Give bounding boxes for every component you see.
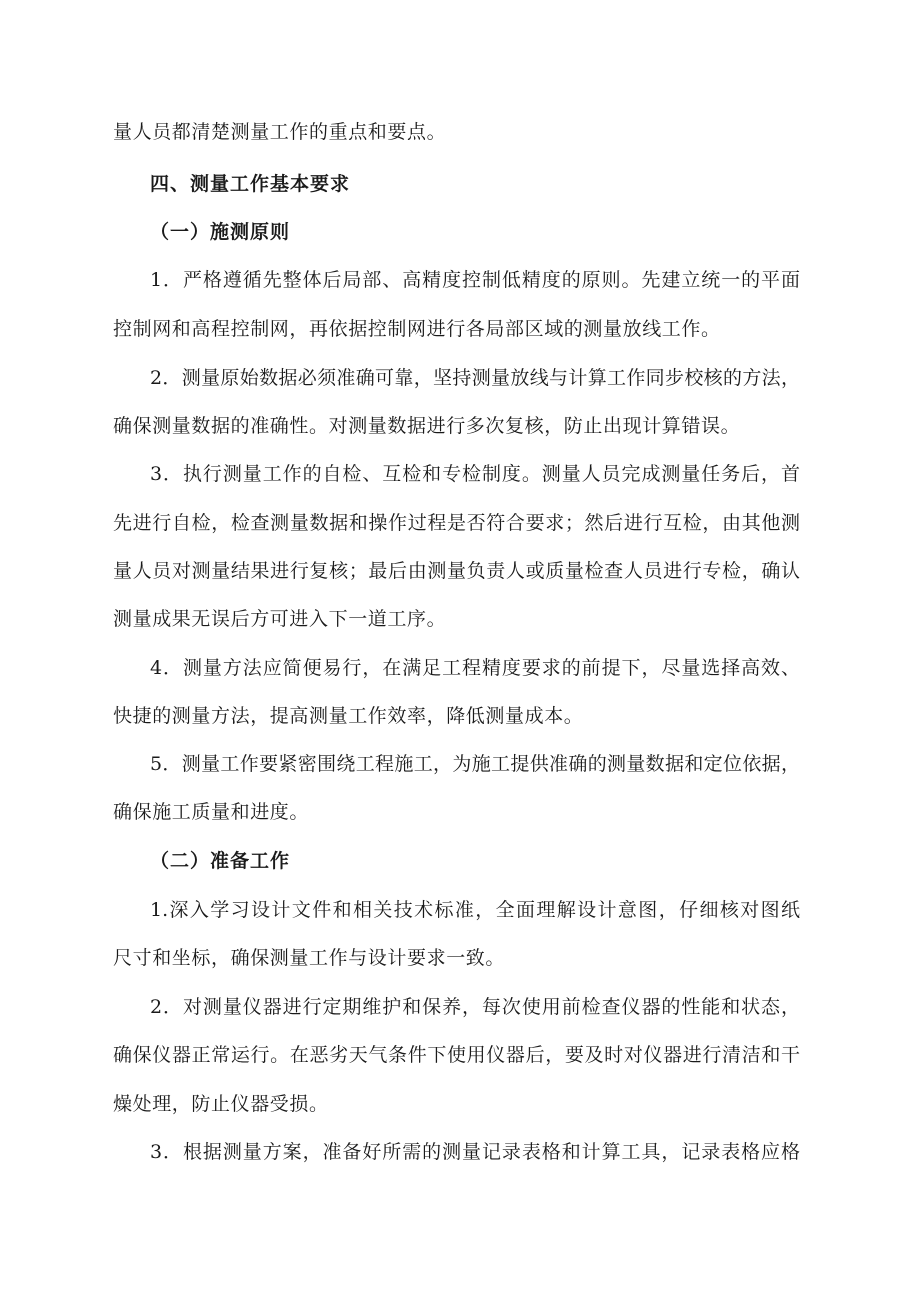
paragraph-line: 快捷的测量方法，提高测量工作效率，降低测量成本。	[113, 705, 584, 727]
paragraph-line: 5．测量工作要紧密围绕工程施工，为施工提供准确的测量数据和定位依据，	[150, 753, 800, 775]
paragraph-line: 尺寸和坐标，确保测量工作与设计要求一致。	[113, 947, 506, 969]
paragraph-line: 4．测量方法应简便易行，在满足工程精度要求的前提下，尽量选择高效、	[150, 657, 800, 679]
paragraph-line: 先进行自检，检查测量数据和操作过程是否符合要求；然后进行互检，由其他测	[113, 512, 800, 534]
paragraph-line: 确保施工质量和进度。	[113, 801, 310, 823]
paragraph-line: 1．严格遵循先整体后局部、高精度控制低精度的原则。先建立统一的平面	[150, 269, 800, 291]
paragraph-line: 3．根据测量方案，准备好所需的测量记录表格和计算工具，记录表格应格	[150, 1141, 800, 1163]
paragraph-line: 量人员都清楚测量工作的重点和要点。	[113, 121, 447, 143]
subsection-heading: （一）施测原则	[150, 221, 291, 243]
paragraph-line: 控制网和高程控制网，再依据控制网进行各局部区域的测量放线工作。	[113, 318, 721, 340]
paragraph-line: 3．执行测量工作的自检、互检和专检制度。测量人员完成测量任务后，首	[150, 463, 800, 485]
paragraph-line: 量人员对测量结果进行复核；最后由测量负责人或质量检查人员进行专检，确认	[113, 560, 800, 582]
paragraph-line: 1.深入学习设计文件和相关技术标准，全面理解设计意图，仔细核对图纸	[150, 899, 800, 921]
paragraph-line: 2．测量原始数据必须准确可靠，坚持测量放线与计算工作同步校核的方法，	[150, 367, 800, 389]
paragraph-line: 2．对测量仪器进行定期维护和保养，每次使用前检查仪器的性能和状态，	[150, 996, 800, 1018]
paragraph-line: 确保仪器正常运行。在恶劣天气条件下使用仪器后，要及时对仪器进行清洁和干	[113, 1044, 800, 1066]
paragraph-line: 燥处理，防止仪器受损。	[113, 1093, 329, 1115]
section-heading: 四、测量工作基本要求	[150, 173, 351, 195]
paragraph-line: 测量成果无误后方可进入下一道工序。	[113, 608, 447, 630]
subsection-heading: （二）准备工作	[150, 850, 291, 872]
paragraph-line: 确保测量数据的准确性。对测量数据进行多次复核，防止出现计算错误。	[113, 415, 741, 437]
